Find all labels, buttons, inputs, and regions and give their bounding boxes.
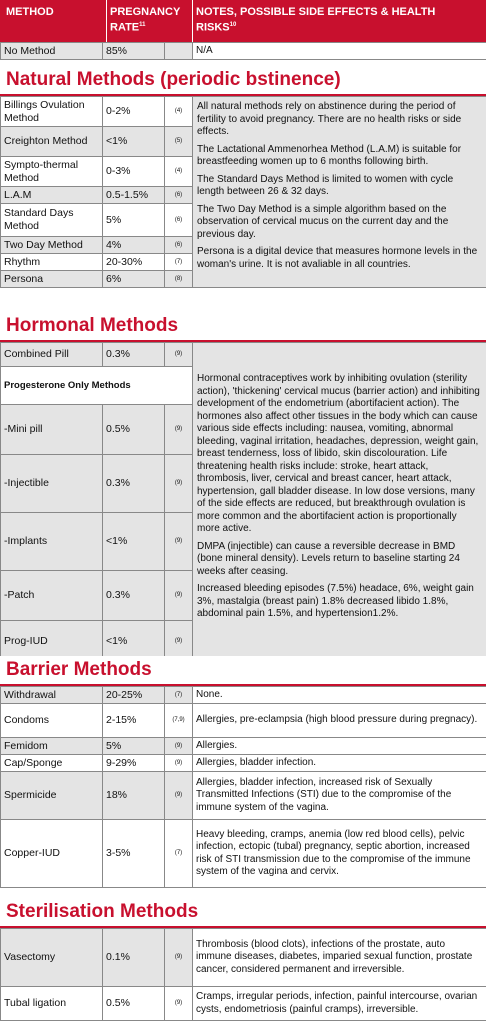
rate-cell: 0-3% — [103, 157, 165, 187]
table-row — [1, 929, 486, 987]
rate-cell: 9-29% — [103, 755, 165, 772]
table-row — [1, 687, 486, 704]
ref-cell: (9) — [165, 755, 193, 772]
table-row — [1, 43, 486, 60]
note-paragraph: Increased bleeding episodes (7.5%) headace, 6%, weight gain 3%, mastalgia (breast pain) 1.8% decreased libido 1.8%, abdominal pain 1.5%, and hypertension1.2%. — [197, 583, 474, 619]
note-cell: Allergies, bladder infection, increased risk of Sexually Transmitted Infections (STI) due to the compromise of the immune system of the vagina. — [193, 772, 486, 820]
header-notes: NOTES, POSSIBLE SIDE EFFECTS & HEALTH RISKS$^{10}$ — [196, 6, 436, 34]
note-cell: Allergies. — [193, 738, 486, 755]
method-cell: -Implants — [1, 513, 103, 571]
ref-cell: (7,9) — [165, 704, 193, 738]
ref-cell: (9) — [165, 405, 193, 455]
method-cell: -Mini pill — [1, 405, 103, 455]
method-cell: Standard Days Method — [1, 204, 103, 237]
note-paragraph: The Standard Days Method is limited to women with cycle length between 26 & 32 days. — [197, 173, 454, 197]
method-cell: -Patch — [1, 571, 103, 621]
rate-cell: 5% — [103, 204, 165, 237]
table-row — [1, 704, 486, 738]
sterilisation-table — [0, 928, 486, 1021]
method-cell: Tubal ligation — [1, 987, 103, 1021]
natural-table — [0, 96, 486, 288]
ref-cell: (5) — [165, 127, 193, 157]
rate-cell: 2-15% — [103, 704, 165, 738]
rate-cell: 0-2% — [103, 97, 165, 127]
table-row — [1, 987, 486, 1021]
table-header — [0, 0, 486, 42]
note-cell: Cramps, irregular periods, infection, painful intercourse, ovarian cysts, endometriosis (painful cramps), irreversible. — [193, 987, 486, 1021]
table-row — [1, 772, 486, 820]
section-title: Barrier Methods — [6, 659, 152, 680]
section-barrier — [0, 656, 486, 686]
rate-cell: 6% — [103, 271, 165, 288]
barrier-table — [0, 686, 486, 888]
hormonal-table — [0, 342, 486, 663]
progesterone-subheading: Progesterone Only Methods — [1, 367, 193, 405]
ref-cell: (7) — [165, 820, 193, 888]
method-cell: Persona — [1, 271, 103, 288]
method-cell: Two Day Method — [1, 237, 103, 254]
method-cell: Vasectomy — [1, 929, 103, 987]
hormonal-notes — [193, 343, 486, 663]
method-cell: Creighton Method — [1, 127, 103, 157]
note-cell: Thrombosis (blood clots), infections of the prostate, auto immune diseases, diabetes, imparied sexual function, prostate cancer, considered permanent and irreversible. — [193, 929, 486, 987]
no-method-table — [0, 42, 486, 60]
table-row — [1, 738, 486, 755]
ref-cell: (9) — [165, 621, 193, 663]
section-sterilisation — [0, 898, 486, 928]
rate-cell: 0.5-1.5% — [103, 187, 165, 204]
natural-notes — [193, 97, 486, 288]
table-row — [1, 97, 486, 127]
rate-cell: 0.3% — [103, 343, 165, 367]
ref-cell: (9) — [165, 571, 193, 621]
method-cell: L.A.M — [1, 187, 103, 204]
ref-cell: (9) — [165, 513, 193, 571]
table-row — [1, 820, 486, 888]
note-cell: Allergies, pre-eclampsia (high blood pressure during pregnacy). — [193, 704, 486, 738]
section-natural — [0, 66, 486, 96]
ref-cell: (6) — [165, 187, 193, 204]
rate-cell: 0.3% — [103, 455, 165, 513]
ref-cell: (9) — [165, 987, 193, 1021]
method-cell: Withdrawal — [1, 687, 103, 704]
rate-cell: 5% — [103, 738, 165, 755]
rate-cell: <1% — [103, 621, 165, 663]
ref-cell: (4) — [165, 157, 193, 187]
note-paragraph: DMPA (injectible) can cause a reversible decrease in BMD (bone mineral density). Levels return to baseline starting 24 weeks after ceasing. — [197, 540, 460, 577]
method-cell: Femidom — [1, 738, 103, 755]
ref-cell: (8) — [165, 271, 193, 288]
method-cell: Prog-IUD — [1, 621, 103, 663]
method-cell: Rhythm — [1, 254, 103, 271]
ref-cell: (9) — [165, 772, 193, 820]
ref-cell: (9) — [165, 455, 193, 513]
header-rate: PREGNANCY RATE$^{11}$ — [110, 6, 181, 34]
rate-cell: 3-5% — [103, 820, 165, 888]
rate-cell: <1% — [103, 513, 165, 571]
ref-cell: (6) — [165, 204, 193, 237]
note-cell: Allergies, bladder infection. — [193, 755, 486, 772]
note-cell: None. — [193, 687, 486, 704]
rate-cell: 0.5% — [103, 987, 165, 1021]
table-row — [1, 755, 486, 772]
note-paragraph: Persona is a digital device that measures hormone levels in the woman's urine. It is not avaliable in all countries. — [197, 246, 478, 270]
ref-cell: (7) — [165, 254, 193, 271]
rate-cell: 0.3% — [103, 571, 165, 621]
note-paragraph: All natural methods rely on abstinence during the period of fertility to avoid pregnancy. There are no health risks or side effects. — [197, 101, 462, 137]
note-paragraph: Hormonal contraceptives work by inhibiting ovulation (sterility action), 'thickening' cervical mucus (barrier action) and inhibiting development of the endometrium (abortifacient action). The hormones also affect other tissues in the body which can cause various side effects including: nausea, vomiting, abnormal bleeding, vaginal irritation, headaches, depression, weight gain, breast tenderness, loss of libido, skin discolouration. Life threatening health risks include: stroke, heart attack, thrombosis, liver, cervical and breast cancer, heart attack, hypertension, gall bladder disease. In low dose versions, many of the side effects are reduced, but breakthrough ovulation is more common and the abortifacient action is proportionally more active. — [197, 373, 480, 534]
section-hormonal — [0, 312, 486, 342]
rate-cell: 18% — [103, 772, 165, 820]
method-cell: No Method — [1, 43, 103, 60]
ref-cell: (6) — [165, 237, 193, 254]
note-paragraph: The Two Day Method is a simple algorithm based on the observation of cervical mucus on the current day and the previous day. — [197, 203, 449, 240]
section-title: Sterilisation Methods — [6, 901, 199, 922]
method-cell: Spermicide — [1, 772, 103, 820]
section-title: Hormonal Methods — [6, 315, 179, 336]
rate-cell: <1% — [103, 127, 165, 157]
method-cell: Combined Pill — [1, 343, 103, 367]
note-cell: Heavy bleeding, cramps, anemia (low red blood cells), pelvic infection, ectopic (tubal) pregnancy, septic abortion, increased risk of STI transmission due to the compromise of the immune system of the vagina and cervix. — [193, 820, 486, 888]
note-paragraph: The Lactational Ammenorhea Method (L.A.M) is suitable for breastfeeding women up to 6 months following birth. — [197, 143, 462, 167]
rate-cell: 4% — [103, 237, 165, 254]
ref-cell: (4) — [165, 97, 193, 127]
ref-cell: (9) — [165, 343, 193, 367]
method-cell: Sympto-thermal Method — [1, 157, 103, 187]
ref-cell: (7) — [165, 687, 193, 704]
rate-cell: 20-30% — [103, 254, 165, 271]
method-cell: Billings Ovulation Method — [1, 97, 103, 127]
method-cell: Cap/Sponge — [1, 755, 103, 772]
rate-cell: 85% — [103, 43, 165, 60]
section-title: Natural Methods (periodic bstinence) — [6, 69, 341, 90]
table-row — [1, 343, 486, 367]
rate-cell: 20-25% — [103, 687, 165, 704]
note-cell: N/A — [193, 43, 486, 60]
ref-cell: (9) — [165, 738, 193, 755]
rate-cell: 0.1% — [103, 929, 165, 987]
header-method: METHOD — [6, 6, 54, 18]
ref-cell: (9) — [165, 929, 193, 987]
rate-cell: 0.5% — [103, 405, 165, 455]
method-cell: -Injectible — [1, 455, 103, 513]
method-cell: Copper-IUD — [1, 820, 103, 888]
method-cell: Condoms — [1, 704, 103, 738]
